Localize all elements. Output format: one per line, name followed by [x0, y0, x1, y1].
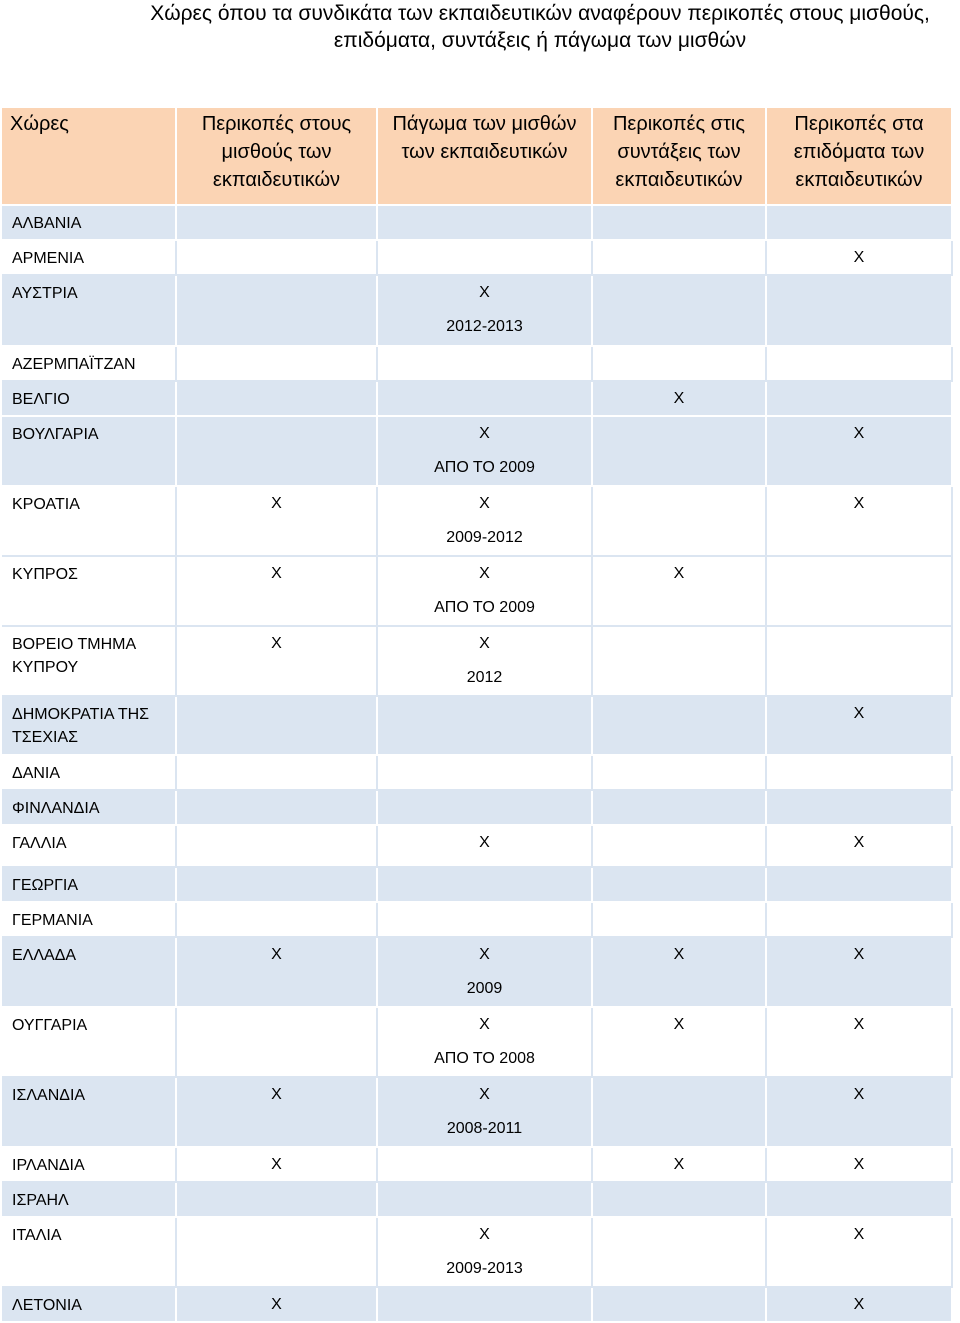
salary-cuts-cell [176, 1217, 377, 1287]
pension-cuts-cell [592, 825, 766, 867]
freeze-mark: X [479, 946, 490, 963]
allowance-cuts-cell: X [766, 416, 952, 486]
salary-cuts-cell [176, 416, 377, 486]
allowance-cuts-cell: X [766, 937, 952, 1007]
table-row [2, 1007, 952, 1077]
freeze-mark: X [479, 635, 490, 652]
table-row [2, 755, 952, 790]
table-row [2, 556, 952, 626]
salary-freeze-cell [377, 1147, 592, 1182]
country-name: ΚΡΟΑΤΙΑ [2, 486, 176, 556]
pension-cuts-cell: X [592, 1007, 766, 1077]
country-name: ΟΥΓΓΑΡΙΑ [2, 1007, 176, 1077]
country-name: ΙΡΛΑΝΔΙΑ [2, 1147, 176, 1182]
salary-freeze-cell [377, 205, 592, 240]
table-row [2, 205, 952, 240]
table-row [2, 790, 952, 825]
allowance-cuts-cell: X [766, 1077, 952, 1147]
pension-cuts-cell [592, 240, 766, 275]
salary-cuts-cell: X [176, 556, 377, 626]
allowance-cuts-cell [766, 755, 952, 790]
table-row [2, 381, 952, 416]
salary-freeze-cell [377, 346, 592, 381]
pension-cuts-cell: X [592, 1147, 766, 1182]
allowance-cuts-cell [766, 205, 952, 240]
country-name: ΔΗΜΟΚΡΑΤΙΑ ΤΗΣ ΤΣΕΧΙΑΣ [2, 696, 176, 755]
column-header-allowance-cuts: Περικοπές στα επιδόματα των εκπαιδευτικών [766, 108, 952, 205]
salary-cuts-cell: X [176, 486, 377, 556]
allowance-cuts-cell [766, 867, 952, 902]
salary-cuts-cell [176, 790, 377, 825]
country-name: ΒΟΡΕΙΟ ΤΜΗΜΑ ΚΥΠΡΟΥ [2, 626, 176, 696]
freeze-period: ΑΠΟ ΤΟ 2009 [434, 459, 535, 476]
country-name: ΦΙΝΛΑΝΔΙΑ [2, 790, 176, 825]
allowance-cuts-cell: X [766, 486, 952, 556]
salary-cuts-cell [176, 902, 377, 937]
freeze-period: ΑΠΟ ΤΟ 2008 [434, 1050, 535, 1067]
countries-table [2, 108, 953, 1323]
salary-freeze-cell [377, 556, 592, 626]
pension-cuts-cell [592, 790, 766, 825]
table-row [2, 825, 952, 867]
country-name: ΑΖΕΡΜΠΑΪΤΖΑΝ [2, 346, 176, 381]
pension-cuts-cell [592, 1287, 766, 1322]
freeze-period: 2009-2012 [446, 529, 523, 546]
salary-cuts-cell [176, 346, 377, 381]
table-row [2, 1287, 952, 1322]
freeze-period: ΑΠΟ ΤΟ 2009 [434, 599, 535, 616]
salary-freeze-cell [377, 1217, 592, 1287]
country-name: ΑΛΒΑΝΙΑ [2, 205, 176, 240]
salary-cuts-cell [176, 755, 377, 790]
pension-cuts-cell [592, 486, 766, 556]
column-header-countries: Χώρες [2, 108, 176, 205]
freeze-mark: X [479, 1086, 490, 1103]
salary-freeze-cell [377, 696, 592, 755]
table-row [2, 1147, 952, 1182]
pension-cuts-cell [592, 1217, 766, 1287]
salary-cuts-cell: X [176, 1287, 377, 1322]
allowance-cuts-cell [766, 1182, 952, 1217]
salary-freeze-cell [377, 1182, 592, 1217]
salary-cuts-cell [176, 1182, 377, 1217]
allowance-cuts-cell [766, 790, 952, 825]
pension-cuts-cell [592, 696, 766, 755]
table-row [2, 416, 952, 486]
country-name: ΑΥΣΤΡΙΑ [2, 275, 176, 346]
table-row [2, 1077, 952, 1147]
salary-freeze-cell [377, 1077, 592, 1147]
salary-freeze-cell [377, 825, 592, 867]
salary-cuts-cell [176, 825, 377, 867]
salary-cuts-cell: X [176, 1077, 377, 1147]
freeze-period: 2008-2011 [446, 1120, 523, 1137]
table-row [2, 902, 952, 937]
allowance-cuts-cell [766, 346, 952, 381]
salary-cuts-cell: X [176, 937, 377, 1007]
country-name: ΚΥΠΡΟΣ [2, 556, 176, 626]
salary-cuts-cell [176, 867, 377, 902]
salary-freeze-cell [377, 486, 592, 556]
table-row [2, 346, 952, 381]
freeze-period: 2009-2013 [446, 1260, 523, 1277]
freeze-period: 2012-2013 [446, 318, 523, 335]
country-name: ΔΑΝΙΑ [2, 755, 176, 790]
salary-freeze-cell [377, 867, 592, 902]
salary-cuts-cell: X [176, 626, 377, 696]
freeze-period: 2009 [466, 980, 503, 997]
table-row [2, 240, 952, 275]
freeze-mark: X [479, 1226, 490, 1243]
freeze-mark: X [479, 565, 490, 582]
country-name: ΙΤΑΛΙΑ [2, 1217, 176, 1287]
table-row [2, 937, 952, 1007]
salary-freeze-cell [377, 381, 592, 416]
table-row [2, 1217, 952, 1287]
allowance-cuts-cell [766, 902, 952, 937]
table-header-row [2, 108, 952, 205]
column-header-salary-freeze: Πάγωμα των μισθών των εκπαιδευτικών [377, 108, 592, 205]
page-title: Χώρες όπου τα συνδικάτα των εκπαιδευτικών αναφέρουν περικοπές στους μισθούς, επιδόματα, συντάξεις ή πάγωμα των μισθών [150, 2, 930, 52]
pension-cuts-cell [592, 346, 766, 381]
salary-freeze-cell [377, 1007, 592, 1077]
allowance-cuts-cell [766, 556, 952, 626]
salary-cuts-cell [176, 205, 377, 240]
table-row [2, 626, 952, 696]
salary-cuts-cell [176, 696, 377, 755]
table-row [2, 486, 952, 556]
salary-freeze-cell [377, 790, 592, 825]
freeze-mark: X [479, 425, 490, 442]
allowance-cuts-cell: X [766, 825, 952, 867]
salary-freeze-cell [377, 1287, 592, 1322]
pension-cuts-cell [592, 416, 766, 486]
salary-freeze-cell [377, 902, 592, 937]
table-row [2, 1182, 952, 1217]
allowance-cuts-cell: X [766, 696, 952, 755]
salary-cuts-cell [176, 240, 377, 275]
table-row [2, 696, 952, 755]
country-name: ΒΕΛΓΙΟ [2, 381, 176, 416]
salary-freeze-cell [377, 240, 592, 275]
pension-cuts-cell [592, 1182, 766, 1217]
pension-cuts-cell [592, 275, 766, 346]
salary-freeze-cell [377, 755, 592, 790]
salary-freeze-cell [377, 416, 592, 486]
salary-cuts-cell [176, 275, 377, 346]
pension-cuts-cell [592, 755, 766, 790]
salary-cuts-cell [176, 381, 377, 416]
country-name: ΑΡΜΕΝΙΑ [2, 240, 176, 275]
pension-cuts-cell [592, 1077, 766, 1147]
allowance-cuts-cell [766, 626, 952, 696]
column-header-pension-cuts: Περικοπές στις συντάξεις των εκπαιδευτικών [592, 108, 766, 205]
salary-cuts-cell [176, 1007, 377, 1077]
country-name: ΛΕΤΟΝΙΑ [2, 1287, 176, 1322]
pension-cuts-cell: X [592, 381, 766, 416]
table-body [2, 205, 952, 1322]
pension-cuts-cell [592, 902, 766, 937]
country-name: ΙΣΛΑΝΔΙΑ [2, 1077, 176, 1147]
salary-freeze-cell [377, 275, 592, 346]
pension-cuts-cell [592, 867, 766, 902]
freeze-period: 2012 [466, 669, 503, 686]
salary-freeze-cell [377, 626, 592, 696]
allowance-cuts-cell: X [766, 1287, 952, 1322]
pension-cuts-cell: X [592, 937, 766, 1007]
salary-cuts-cell: X [176, 1147, 377, 1182]
country-name: ΓΕΩΡΓΙΑ [2, 867, 176, 902]
allowance-cuts-cell [766, 381, 952, 416]
country-name: ΓΕΡΜΑΝΙΑ [2, 902, 176, 937]
country-name: ΒΟΥΛΓΑΡΙΑ [2, 416, 176, 486]
freeze-mark: X [479, 1016, 490, 1033]
column-header-salary-cuts: Περικοπές στους μισθούς των εκπαιδευτικών [176, 108, 377, 205]
table-row [2, 867, 952, 902]
allowance-cuts-cell: X [766, 240, 952, 275]
country-name: ΓΑΛΛΙΑ [2, 825, 176, 867]
freeze-mark: X [479, 834, 490, 851]
country-name: ΕΛΛΑΔΑ [2, 937, 176, 1007]
allowance-cuts-cell: X [766, 1007, 952, 1077]
pension-cuts-cell: X [592, 556, 766, 626]
pension-cuts-cell [592, 205, 766, 240]
freeze-mark: X [479, 284, 490, 301]
freeze-mark: X [479, 495, 490, 512]
salary-freeze-cell [377, 937, 592, 1007]
allowance-cuts-cell: X [766, 1217, 952, 1287]
allowance-cuts-cell: X [766, 1147, 952, 1182]
allowance-cuts-cell [766, 275, 952, 346]
pension-cuts-cell [592, 626, 766, 696]
country-name: ΙΣΡΑΗΛ [2, 1182, 176, 1217]
table-row [2, 275, 952, 346]
